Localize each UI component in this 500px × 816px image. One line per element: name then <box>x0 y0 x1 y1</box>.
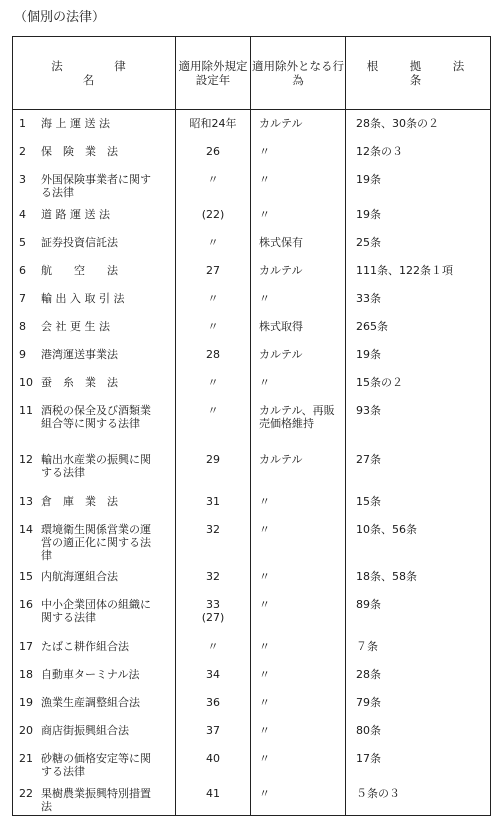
legal-basis-cell: 19条 <box>346 166 491 201</box>
exemption-year-cell: 〃 <box>176 313 251 341</box>
exemption-year-cell: 〃 <box>176 229 251 257</box>
exemption-year-cell: 〃 <box>176 397 251 446</box>
exempted-act-cell: カルテル、再販売価格維持 <box>251 397 346 446</box>
header-law-name: 法 律 名 <box>13 37 176 110</box>
table-row <box>13 591 491 633</box>
row-number: 1 <box>19 117 26 130</box>
legal-basis-cell: 27条 <box>346 446 491 488</box>
law-name: 漁業生産調整組合法 <box>41 696 140 710</box>
header-legal-basis: 根 拠 法 条 <box>346 37 491 110</box>
exempted-act-cell: 株式取得 <box>251 313 346 341</box>
row-number: 19 <box>19 696 33 710</box>
law-cell <box>13 633 176 661</box>
law-cell <box>13 689 176 717</box>
law-cell <box>13 745 176 780</box>
row-number: 8 <box>19 319 26 333</box>
law-cell <box>13 341 176 369</box>
row-number: 16 <box>19 598 33 612</box>
exemption-year-cell: 27 <box>176 257 251 285</box>
exemption-year-cell: 37 <box>176 717 251 745</box>
row-number: 2 <box>19 144 26 158</box>
exemption-year-cell: 34 <box>176 661 251 689</box>
row-number: 17 <box>19 640 33 654</box>
table-row <box>13 780 491 815</box>
exemption-year-cell: 40 <box>176 745 251 780</box>
law-name: 酒税の保全及び酒類業組合等に関する法律 <box>41 403 151 430</box>
table-row <box>13 397 491 446</box>
exemption-year-cell: 昭和24年 <box>176 110 251 138</box>
row-number: 21 <box>19 752 33 766</box>
legal-basis-cell: 25条 <box>346 229 491 257</box>
exempted-act-cell: 〃 <box>251 563 346 591</box>
legal-basis-cell: 10条、56条 <box>346 516 491 564</box>
table-row <box>13 229 491 257</box>
row-number: 9 <box>19 347 26 361</box>
law-cell <box>13 285 176 313</box>
exempted-act-cell: 〃 <box>251 780 346 815</box>
exemption-year-cell: 28 <box>176 341 251 369</box>
legal-basis-cell: 79条 <box>346 689 491 717</box>
row-number: 11 <box>19 403 33 417</box>
table-row <box>13 257 491 285</box>
table-row <box>13 661 491 689</box>
exemption-year-cell: 〃 <box>176 369 251 397</box>
law-cell <box>13 563 176 591</box>
legal-basis-cell: ５条の３ <box>346 780 491 815</box>
exempted-act-cell: カルテル <box>251 257 346 285</box>
table-caption: （個別の法律） <box>14 10 106 25</box>
legal-basis-cell: 80条 <box>346 717 491 745</box>
law-cell <box>13 313 176 341</box>
law-name: 自動車ターミナル法 <box>41 668 140 682</box>
law-name: 果樹農業振興特別措置法 <box>41 787 151 814</box>
table-body <box>13 110 491 816</box>
table-row <box>13 138 491 166</box>
law-name: 中小企業団体の組織に関する法律 <box>41 598 151 625</box>
row-number: 20 <box>19 724 33 738</box>
table-row <box>13 563 491 591</box>
exempted-act-cell: 株式保有 <box>251 229 346 257</box>
exempted-act-cell: 〃 <box>251 369 346 397</box>
table-row <box>13 369 491 397</box>
legal-basis-cell: 28条 <box>346 661 491 689</box>
law-name: 証券投資信託法 <box>41 235 118 249</box>
table-row <box>13 166 491 201</box>
row-number: 18 <box>19 668 33 682</box>
law-name: 倉 庫 業 法 <box>41 494 118 508</box>
exempted-act-cell: 〃 <box>251 285 346 313</box>
row-number: 12 <box>19 452 33 466</box>
table-row <box>13 745 491 780</box>
law-name: 環境衛生関係営業の運営の適正化に関する法律 <box>41 522 151 562</box>
law-cell <box>13 591 176 633</box>
table-row <box>13 341 491 369</box>
row-number: 6 <box>19 263 26 277</box>
exemption-year-cell: 〃 <box>176 166 251 201</box>
row-number: 14 <box>19 522 33 536</box>
legal-basis-cell: 89条 <box>346 591 491 633</box>
row-number: 4 <box>19 207 26 221</box>
law-name: 外国保険事業者に関する法律 <box>41 172 151 199</box>
legal-basis-cell: 19条 <box>346 201 491 229</box>
law-cell <box>13 717 176 745</box>
exemption-law-table <box>12 36 496 816</box>
row-number: 3 <box>19 172 26 186</box>
law-name: 輸 出 入 取 引 法 <box>41 291 125 305</box>
table-row <box>13 110 491 138</box>
law-name: 輸出水産業の振興に関する法律 <box>41 452 151 479</box>
legal-basis-cell: 93条 <box>346 397 491 446</box>
law-cell <box>13 780 176 815</box>
table-row <box>13 488 491 516</box>
exempted-act-cell: 〃 <box>251 201 346 229</box>
row-number: 10 <box>19 375 33 389</box>
exempted-act-cell: カルテル <box>251 110 346 138</box>
exempted-act-cell: 〃 <box>251 591 346 633</box>
law-name: 航 空 法 <box>41 263 118 277</box>
exemption-year-cell: 〃 <box>176 285 251 313</box>
exemption-year-cell: 41 <box>176 780 251 815</box>
exempted-act-cell: 〃 <box>251 717 346 745</box>
exempted-act-cell: 〃 <box>251 689 346 717</box>
row-number: 22 <box>19 787 33 801</box>
exemption-year-cell: 32 <box>176 563 251 591</box>
legal-basis-cell: 15条の２ <box>346 369 491 397</box>
legal-basis-cell: 17条 <box>346 745 491 780</box>
exemption-year-cell: 〃 <box>176 633 251 661</box>
law-cell <box>13 369 176 397</box>
row-number: 5 <box>19 235 26 249</box>
table-row <box>13 446 491 488</box>
legal-basis-cell: 265条 <box>346 313 491 341</box>
exemption-year-cell: 29 <box>176 446 251 488</box>
row-number: 13 <box>19 494 33 508</box>
law-name: 道 路 運 送 法 <box>41 207 110 221</box>
legal-basis-cell: 111条、122条１項 <box>346 257 491 285</box>
law-name: 海 上 運 送 法 <box>41 117 110 130</box>
exempted-act-cell: 〃 <box>251 633 346 661</box>
law-name: 保 険 業 法 <box>41 144 118 158</box>
exemption-year-cell: 26 <box>176 138 251 166</box>
legal-basis-cell: ７条 <box>346 633 491 661</box>
exempted-act-cell: カルテル <box>251 446 346 488</box>
table-row <box>13 285 491 313</box>
exemption-year-cell: 33 (27) <box>176 591 251 633</box>
exemption-year-cell: 31 <box>176 488 251 516</box>
law-name: 砂糖の価格安定等に関する法律 <box>41 752 151 779</box>
exempted-act-cell: 〃 <box>251 138 346 166</box>
exempted-act-cell: 〃 <box>251 661 346 689</box>
table-row <box>13 689 491 717</box>
legal-basis-cell: 33条 <box>346 285 491 313</box>
exempted-act-cell: 〃 <box>251 166 346 201</box>
law-name: 蚕 糸 業 法 <box>41 375 118 389</box>
law-name: 内航海運組合法 <box>41 570 118 584</box>
legal-basis-cell: 19条 <box>346 341 491 369</box>
law-cell <box>13 257 176 285</box>
law-name: 会 社 更 生 法 <box>41 319 110 333</box>
header-exemption-year: 適用除外規定設定年 <box>176 37 251 110</box>
exemption-year-cell: (22) <box>176 201 251 229</box>
exempted-act-cell: 〃 <box>251 745 346 780</box>
law-cell <box>13 488 176 516</box>
exempted-act-cell: 〃 <box>251 516 346 564</box>
exemption-year-cell: 32 <box>176 516 251 564</box>
law-cell <box>13 229 176 257</box>
table-row <box>13 201 491 229</box>
law-cell <box>13 516 176 564</box>
law-cell <box>13 397 176 446</box>
law-cell <box>13 138 176 166</box>
exempted-act-cell: 〃 <box>251 488 346 516</box>
row-number: 15 <box>19 570 33 584</box>
header-exempted-act: 適用除外となる行為 <box>251 37 346 110</box>
legal-basis-cell: 15条 <box>346 488 491 516</box>
law-name: たばこ耕作組合法 <box>41 640 129 654</box>
legal-basis-cell: 28条、30条の２ <box>346 110 491 138</box>
law-name: 商店街振興組合法 <box>41 724 129 738</box>
table-row <box>13 633 491 661</box>
law-cell <box>13 201 176 229</box>
table-row <box>13 313 491 341</box>
table-row <box>13 717 491 745</box>
row-number: 7 <box>19 291 26 305</box>
legal-basis-cell: 12条の３ <box>346 138 491 166</box>
law-cell <box>13 446 176 488</box>
law-cell <box>13 110 176 138</box>
law-cell <box>13 166 176 201</box>
table-header-row <box>13 37 491 110</box>
law-cell <box>13 661 176 689</box>
exempted-act-cell: カルテル <box>251 341 346 369</box>
legal-basis-cell: 18条、58条 <box>346 563 491 591</box>
law-name: 港湾運送事業法 <box>41 347 118 361</box>
table-row <box>13 516 491 564</box>
exemption-year-cell: 36 <box>176 689 251 717</box>
